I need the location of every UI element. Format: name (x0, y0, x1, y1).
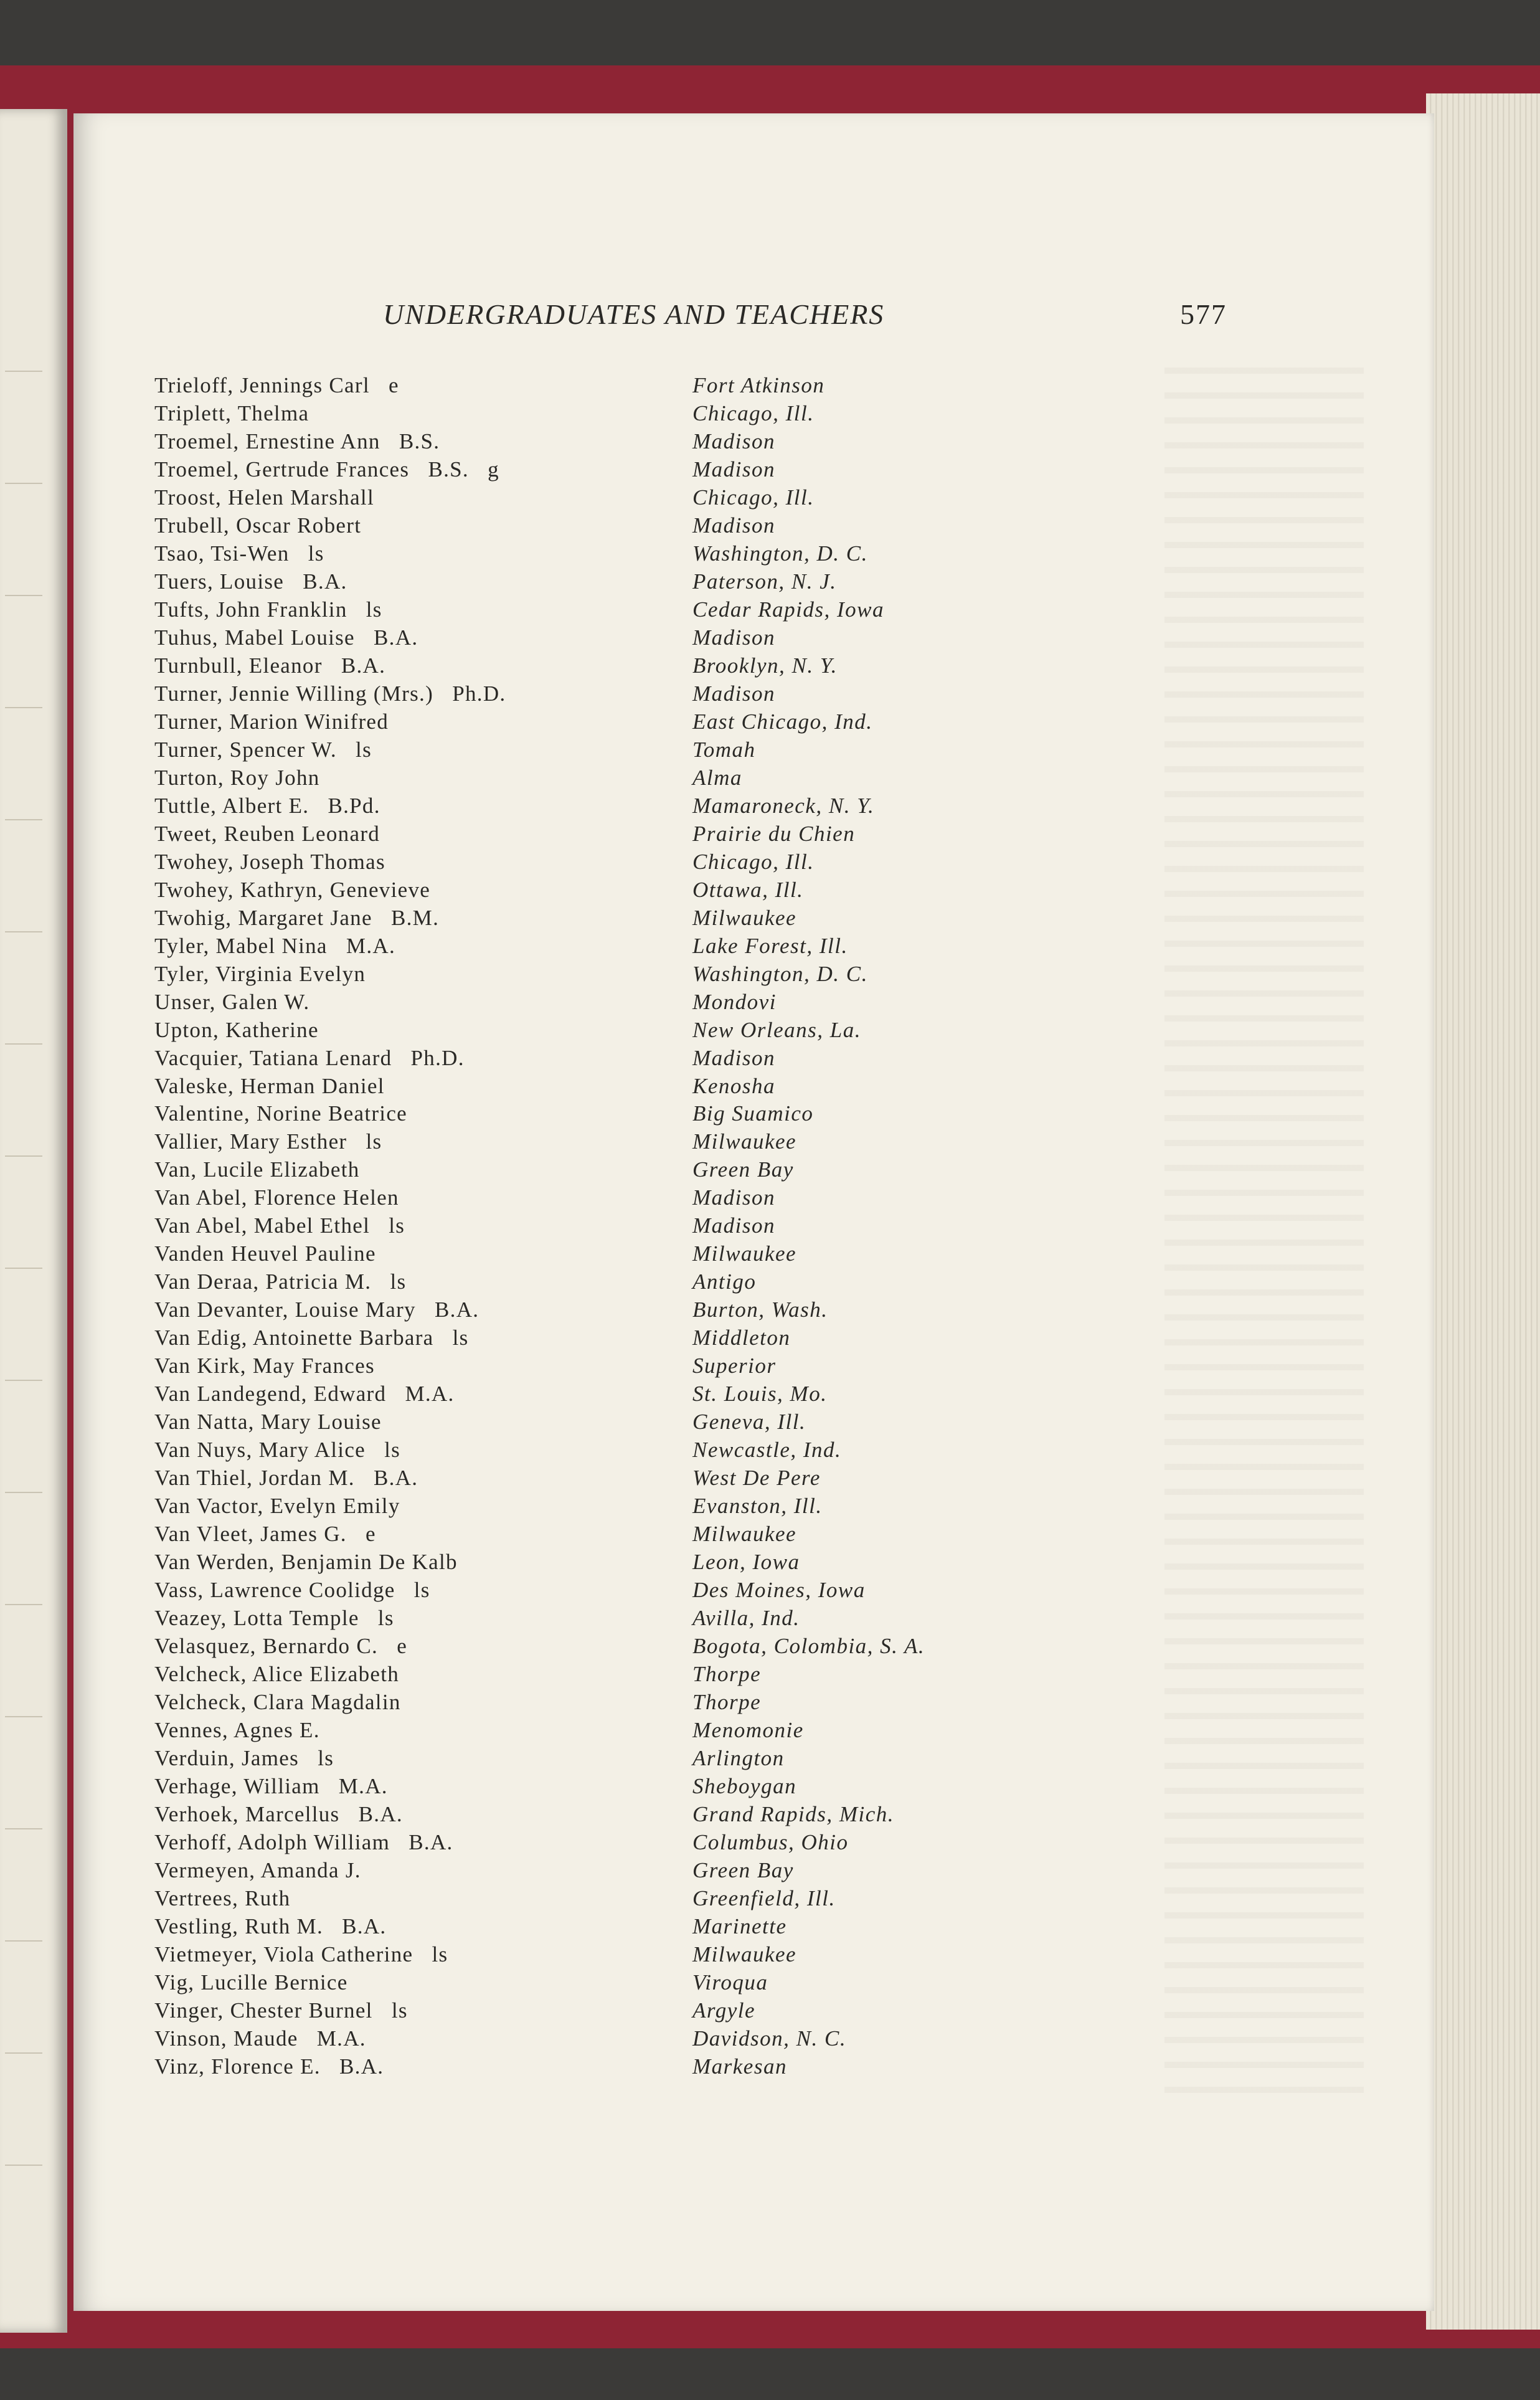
entry-name: Tuttle, Albert E. B.Pd. (154, 793, 380, 818)
list-item (0, 1324, 1245, 1352)
entry-name: Unser, Galen W. (154, 989, 310, 1014)
entry-place: Chicago, Ill. (692, 401, 815, 425)
list-item (0, 848, 1245, 876)
page-number: 577 (1180, 298, 1227, 330)
entry-place: Leon, Iowa (692, 1550, 800, 1575)
entry-name: Twohey, Joseph Thomas (154, 849, 385, 874)
entry-place: Big Suamico (692, 1101, 814, 1126)
entry-name: Van Abel, Mabel Ethel ls (154, 1213, 405, 1238)
entry-place: Washington, D. C. (692, 541, 868, 566)
list-item (0, 1717, 1245, 1744)
list-item (0, 792, 1245, 820)
entry-name: Van Vactor, Evelyn Emily (154, 1494, 400, 1519)
entry-place: Paterson, N. J. (692, 569, 837, 594)
entry-place: Madison (692, 625, 775, 650)
list-item (0, 2053, 1245, 2080)
list-item (0, 1801, 1245, 1828)
entry-name: Velcheck, Clara Magdalin (154, 1690, 401, 1715)
list-item (0, 652, 1245, 680)
entry-place: Viroqua (692, 1970, 768, 1994)
entry-place: Madison (692, 681, 775, 706)
entry-place: Kenosha (692, 1073, 775, 1098)
entry-name: Turner, Marion Winifred (154, 709, 389, 734)
list-item (0, 1941, 1245, 1968)
list-item (0, 1549, 1245, 1576)
entry-place: Newcastle, Ind. (692, 1438, 842, 1463)
entry-name: Van Devanter, Louise Mary B.A. (154, 1297, 479, 1322)
list-item (0, 1913, 1245, 1940)
entry-place: Chicago, Ill. (692, 485, 815, 510)
entry-name: Velcheck, Alice Elizabeth (154, 1662, 400, 1687)
entry-name: Tweet, Reuben Leonard (154, 821, 380, 846)
entry-place: Madison (692, 457, 775, 481)
entry-place: Des Moines, Iowa (692, 1578, 866, 1603)
list-item (0, 1017, 1245, 1044)
list-item (0, 400, 1245, 427)
entry-place: Fort Atkinson (692, 373, 825, 397)
entry-name: Troost, Helen Marshall (154, 485, 374, 510)
entry-name: Velasquez, Bernardo C. e (154, 1634, 408, 1659)
entry-name: Van Thiel, Jordan M. B.A. (154, 1466, 418, 1491)
entry-name: Troemel, Gertrude Frances B.S. g (154, 457, 499, 481)
list-item (0, 680, 1245, 708)
entry-name: Upton, Katherine (154, 1017, 319, 1042)
list-item (0, 1464, 1245, 1492)
entry-name: Twohey, Kathryn, Genevieve (154, 877, 431, 902)
list-item (0, 1128, 1245, 1155)
list-item (0, 1829, 1245, 1856)
running-head-title: UNDERGRADUATES AND TEACHERS (383, 298, 885, 330)
entry-place: Avilla, Ind. (692, 1606, 800, 1631)
list-item (0, 989, 1245, 1016)
entry-name: Van Deraa, Patricia M. ls (154, 1269, 407, 1294)
entry-place: Cedar Rapids, Iowa (692, 597, 884, 622)
entry-name: Vinson, Maude M.A. (154, 2026, 366, 2051)
entry-place: Superior (692, 1354, 777, 1378)
entry-name: Trieloff, Jennings Carl e (154, 373, 399, 397)
entry-place: Mondovi (692, 989, 777, 1014)
list-item (0, 1633, 1245, 1660)
entry-place: Madison (692, 1185, 775, 1210)
entry-place: Evanston, Ill. (692, 1494, 823, 1519)
entry-name: Vinz, Florence E. B.A. (154, 2054, 384, 2079)
entry-place: Green Bay (692, 1857, 794, 1882)
list-item (0, 2025, 1245, 2052)
list-item (0, 1296, 1245, 1324)
entry-place: Milwaukee (692, 1942, 797, 1966)
entry-place: Thorpe (692, 1662, 762, 1687)
entry-place: Madison (692, 513, 775, 538)
list-item (0, 1885, 1245, 1912)
entry-place: Greenfield, Ill. (692, 1885, 836, 1910)
list-item (0, 1773, 1245, 1800)
entry-name: Van Abel, Florence Helen (154, 1185, 399, 1210)
list-item (0, 540, 1245, 567)
entry-name: Van Vleet, James G. e (154, 1522, 376, 1547)
list-item (0, 1184, 1245, 1212)
entry-name: Vennes, Agnes E. (154, 1718, 320, 1743)
entry-name: Tyler, Mabel Nina M.A. (154, 933, 395, 958)
list-item (0, 624, 1245, 652)
entry-name: Vertrees, Ruth (154, 1885, 291, 1910)
entry-name: Vinger, Chester Burnel ls (154, 1998, 408, 2023)
entry-name: Valentine, Norine Beatrice (154, 1101, 407, 1126)
entry-place: Milwaukee (692, 905, 797, 930)
list-item (0, 428, 1245, 455)
entry-name: Valeske, Herman Daniel (154, 1073, 385, 1098)
list-item (0, 1380, 1245, 1408)
list-item (0, 568, 1245, 595)
list-item (0, 1100, 1245, 1127)
entry-place: Grand Rapids, Mich. (692, 1801, 895, 1826)
entry-place: Madison (692, 429, 775, 453)
entry-place: East Chicago, Ind. (692, 709, 873, 734)
entry-place: Davidson, N. C. (692, 2026, 847, 2051)
list-item (0, 1408, 1245, 1436)
entry-place: Mamaroneck, N. Y. (692, 793, 875, 818)
list-item (0, 1073, 1245, 1100)
list-item (0, 372, 1245, 399)
list-item (0, 1605, 1245, 1632)
list-item (0, 764, 1245, 792)
entry-name: Vestling, Ruth M. B.A. (154, 1914, 387, 1938)
entry-place: Tomah (692, 737, 756, 762)
list-item (0, 1997, 1245, 2024)
entry-place: St. Louis, Mo. (692, 1382, 828, 1406)
page-edges (1426, 93, 1540, 2330)
entry-name: Van Nuys, Mary Alice ls (154, 1438, 401, 1463)
entry-place: Lake Forest, Ill. (692, 933, 848, 958)
entry-name: Twohig, Margaret Jane B.M. (154, 905, 440, 930)
entry-name: Verduin, James ls (154, 1746, 334, 1771)
entry-place: Thorpe (692, 1690, 762, 1715)
list-item (0, 1520, 1245, 1548)
entry-place: Washington, D. C. (692, 961, 868, 986)
entry-place: Green Bay (692, 1157, 794, 1182)
entry-name: Tuhus, Mabel Louise B.A. (154, 625, 418, 650)
entry-name: Turner, Spencer W. ls (154, 737, 372, 762)
entry-name: Verhoff, Adolph William B.A. (154, 1829, 453, 1854)
list-item (0, 1352, 1245, 1380)
entry-place: Madison (692, 1045, 775, 1070)
entry-place: Chicago, Ill. (692, 849, 815, 874)
entry-name: Tsao, Tsi-Wen ls (154, 541, 324, 566)
entry-name: Van, Lucile Elizabeth (154, 1157, 360, 1182)
list-item (0, 1045, 1245, 1072)
entry-place: Milwaukee (692, 1241, 797, 1266)
list-item (0, 484, 1245, 511)
entry-name: Tufts, John Franklin ls (154, 597, 382, 622)
entry-name: Veazey, Lotta Temple ls (154, 1606, 394, 1631)
entry-name: Trubell, Oscar Robert (154, 513, 362, 538)
entry-name: Turton, Roy John (154, 765, 320, 790)
entry-place: Madison (692, 1213, 775, 1238)
entry-name: Tuers, Louise B.A. (154, 569, 347, 594)
entry-name: Triplett, Thelma (154, 401, 309, 425)
entry-place: Alma (692, 765, 742, 790)
list-item (0, 1969, 1245, 1996)
list-item (0, 1745, 1245, 1772)
list-item (0, 736, 1245, 764)
entry-name: Vanden Heuvel Pauline (154, 1241, 376, 1266)
entry-place: Prairie du Chien (692, 821, 856, 846)
entry-name: Verhoek, Marcellus B.A. (154, 1801, 403, 1826)
entry-place: West De Pere (692, 1466, 821, 1491)
entry-name: Turner, Jennie Willing (Mrs.) Ph.D. (154, 681, 506, 706)
entry-place: New Orleans, La. (692, 1017, 861, 1042)
list-item (0, 1577, 1245, 1604)
entry-place: Columbus, Ohio (692, 1829, 849, 1854)
entry-place: Brooklyn, N. Y. (692, 653, 838, 678)
list-item (0, 1212, 1245, 1240)
list-item (0, 1661, 1245, 1688)
entry-name: Van Edig, Antoinette Barbara ls (154, 1326, 469, 1350)
list-item (0, 1492, 1245, 1520)
entry-place: Ottawa, Ill. (692, 877, 804, 902)
entry-place: Milwaukee (692, 1522, 797, 1547)
entry-name: Turnbull, Eleanor B.A. (154, 653, 386, 678)
entry-place: Markesan (692, 2054, 787, 2079)
list-item (0, 596, 1245, 624)
entry-name: Vietmeyer, Viola Catherine ls (154, 1942, 448, 1966)
list-item (0, 1436, 1245, 1464)
list-item (0, 932, 1245, 960)
entry-name: Van Landegend, Edward M.A. (154, 1382, 455, 1406)
list-item (0, 1689, 1245, 1716)
list-item (0, 1240, 1245, 1268)
entry-place: Marinette (692, 1914, 787, 1938)
list-item (0, 1857, 1245, 1884)
entry-name: Vacquier, Tatiana Lenard Ph.D. (154, 1045, 465, 1070)
entry-place: Argyle (692, 1998, 755, 2023)
list-item (0, 512, 1245, 539)
entry-place: Antigo (692, 1269, 757, 1294)
list-item (0, 876, 1245, 904)
entry-name: Vermeyen, Amanda J. (154, 1857, 361, 1882)
list-item (0, 708, 1245, 736)
entry-place: Geneva, Ill. (692, 1410, 806, 1435)
entry-name: Troemel, Ernestine Ann B.S. (154, 429, 440, 453)
entry-name: Tyler, Virginia Evelyn (154, 961, 366, 986)
entry-place: Burton, Wash. (692, 1297, 828, 1322)
list-item (0, 1156, 1245, 1183)
entry-place: Menomonie (692, 1718, 804, 1743)
list-item (0, 960, 1245, 988)
entry-name: Van Natta, Mary Louise (154, 1410, 382, 1435)
list-item (0, 904, 1245, 932)
entry-name: Verhage, William M.A. (154, 1774, 388, 1798)
list-item (0, 1268, 1245, 1296)
list-item (0, 456, 1245, 483)
entry-name: Vallier, Mary Esther ls (154, 1129, 382, 1154)
entry-place: Milwaukee (692, 1129, 797, 1154)
list-item (0, 820, 1245, 848)
entry-place: Arlington (692, 1746, 785, 1771)
entry-place: Bogota, Colombia, S. A. (692, 1634, 925, 1659)
entry-name: Van Werden, Benjamin De Kalb (154, 1550, 458, 1575)
entry-name: Vass, Lawrence Coolidge ls (154, 1578, 430, 1603)
entry-place: Middleton (692, 1326, 791, 1350)
entry-name: Van Kirk, May Frances (154, 1354, 375, 1378)
entry-place: Sheboygan (692, 1774, 797, 1798)
entry-name: Vig, Lucille Bernice (154, 1970, 348, 1994)
